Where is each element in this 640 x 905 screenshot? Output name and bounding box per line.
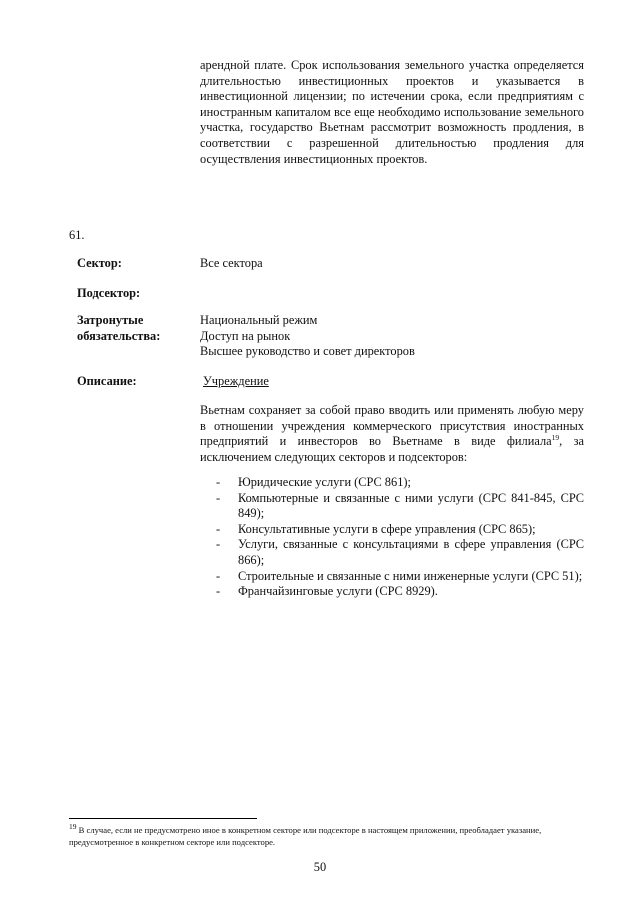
obligations-label [77,313,187,344]
list-item [216,569,584,585]
obligations-label-line1: Затронутые [77,313,144,327]
list-item-text: Консультативные услуги в сфере управления (CPC 865); [238,521,536,536]
sector-label: Сектор: [77,256,122,270]
list-item [216,537,584,568]
list-item-text: Компьютерные и связанные с ними услуги (CPC 841-845, CPC 849); [238,490,584,521]
footnote [69,822,569,848]
entry-number: 61. [69,228,85,242]
description-heading-wrap [200,374,269,390]
list-dash: - [216,537,221,552]
footnote-number: 19 [69,822,77,832]
sector-value: Все сектора [200,256,263,270]
list-item [216,491,584,522]
list-item-text: Строительные и связанные с ними инженерные услуги (CPC 51); [238,568,583,583]
list-item-text: Услуги, связанные с консультациями в сфере управления (CPC 866); [238,537,584,567]
obligation-item: Национальный режим [200,313,318,327]
obligation-item: Доступ на рынок [200,328,291,343]
footnote-text: В случае, если не предусмотрено иное в конкретном секторе или подсекторе в настоящем приложении, преобладает указание, предусмотренное в конкретном секторе или подсекторе. [69,825,542,847]
footnote-divider [69,818,257,819]
footnote-reference[interactable]: 19 [551,433,560,443]
description-text: Вьетнам сохраняет за собой право вводить или применять любую меру в отношении учреждения коммерческого присутствия иностранных предприятий и инвесторов во Вьетнаме в виде филиала [200,403,584,449]
list-dash: - [216,568,221,583]
list-item-text: Юридические услуги (CPC 861); [238,475,411,489]
list-dash: - [216,584,221,599]
list-item-text: Франчайзинговые услуги (CPC 8929). [238,584,438,599]
subsector-label: Подсектор: [77,286,141,300]
description-label: Описание: [77,374,137,388]
page-number: 50 [313,860,327,874]
list-item [216,475,584,491]
obligations-list [200,313,415,360]
description-heading: Учреждение [203,374,269,388]
obligations-label-line2: обязательства: [77,328,161,343]
list-dash: - [216,490,221,505]
continuation-paragraph: арендной плате. Срок использования земельного участка определяется длительностью инвестиционных проектов и указывается в инвестиционной лицензии; по истечении срока, если предприятиям с иностранным капиталом все еще необходимо использование земельного участка, государство Вьетнам рассмотрит возможность продления, в соответствии с разрешенной длительностью продления для осуществления инвестиционных проектов. [200,58,584,166]
description-paragraph [200,403,584,465]
list-item [216,584,584,600]
obligation-item: Высшее руководство и совет директоров [200,344,415,359]
list-dash: - [216,475,221,489]
list-dash: - [216,521,221,536]
description-text-tail: , за исключением следующих секторов и подсекторов: [200,434,585,464]
exceptions-list [216,475,584,600]
list-item [216,522,584,538]
